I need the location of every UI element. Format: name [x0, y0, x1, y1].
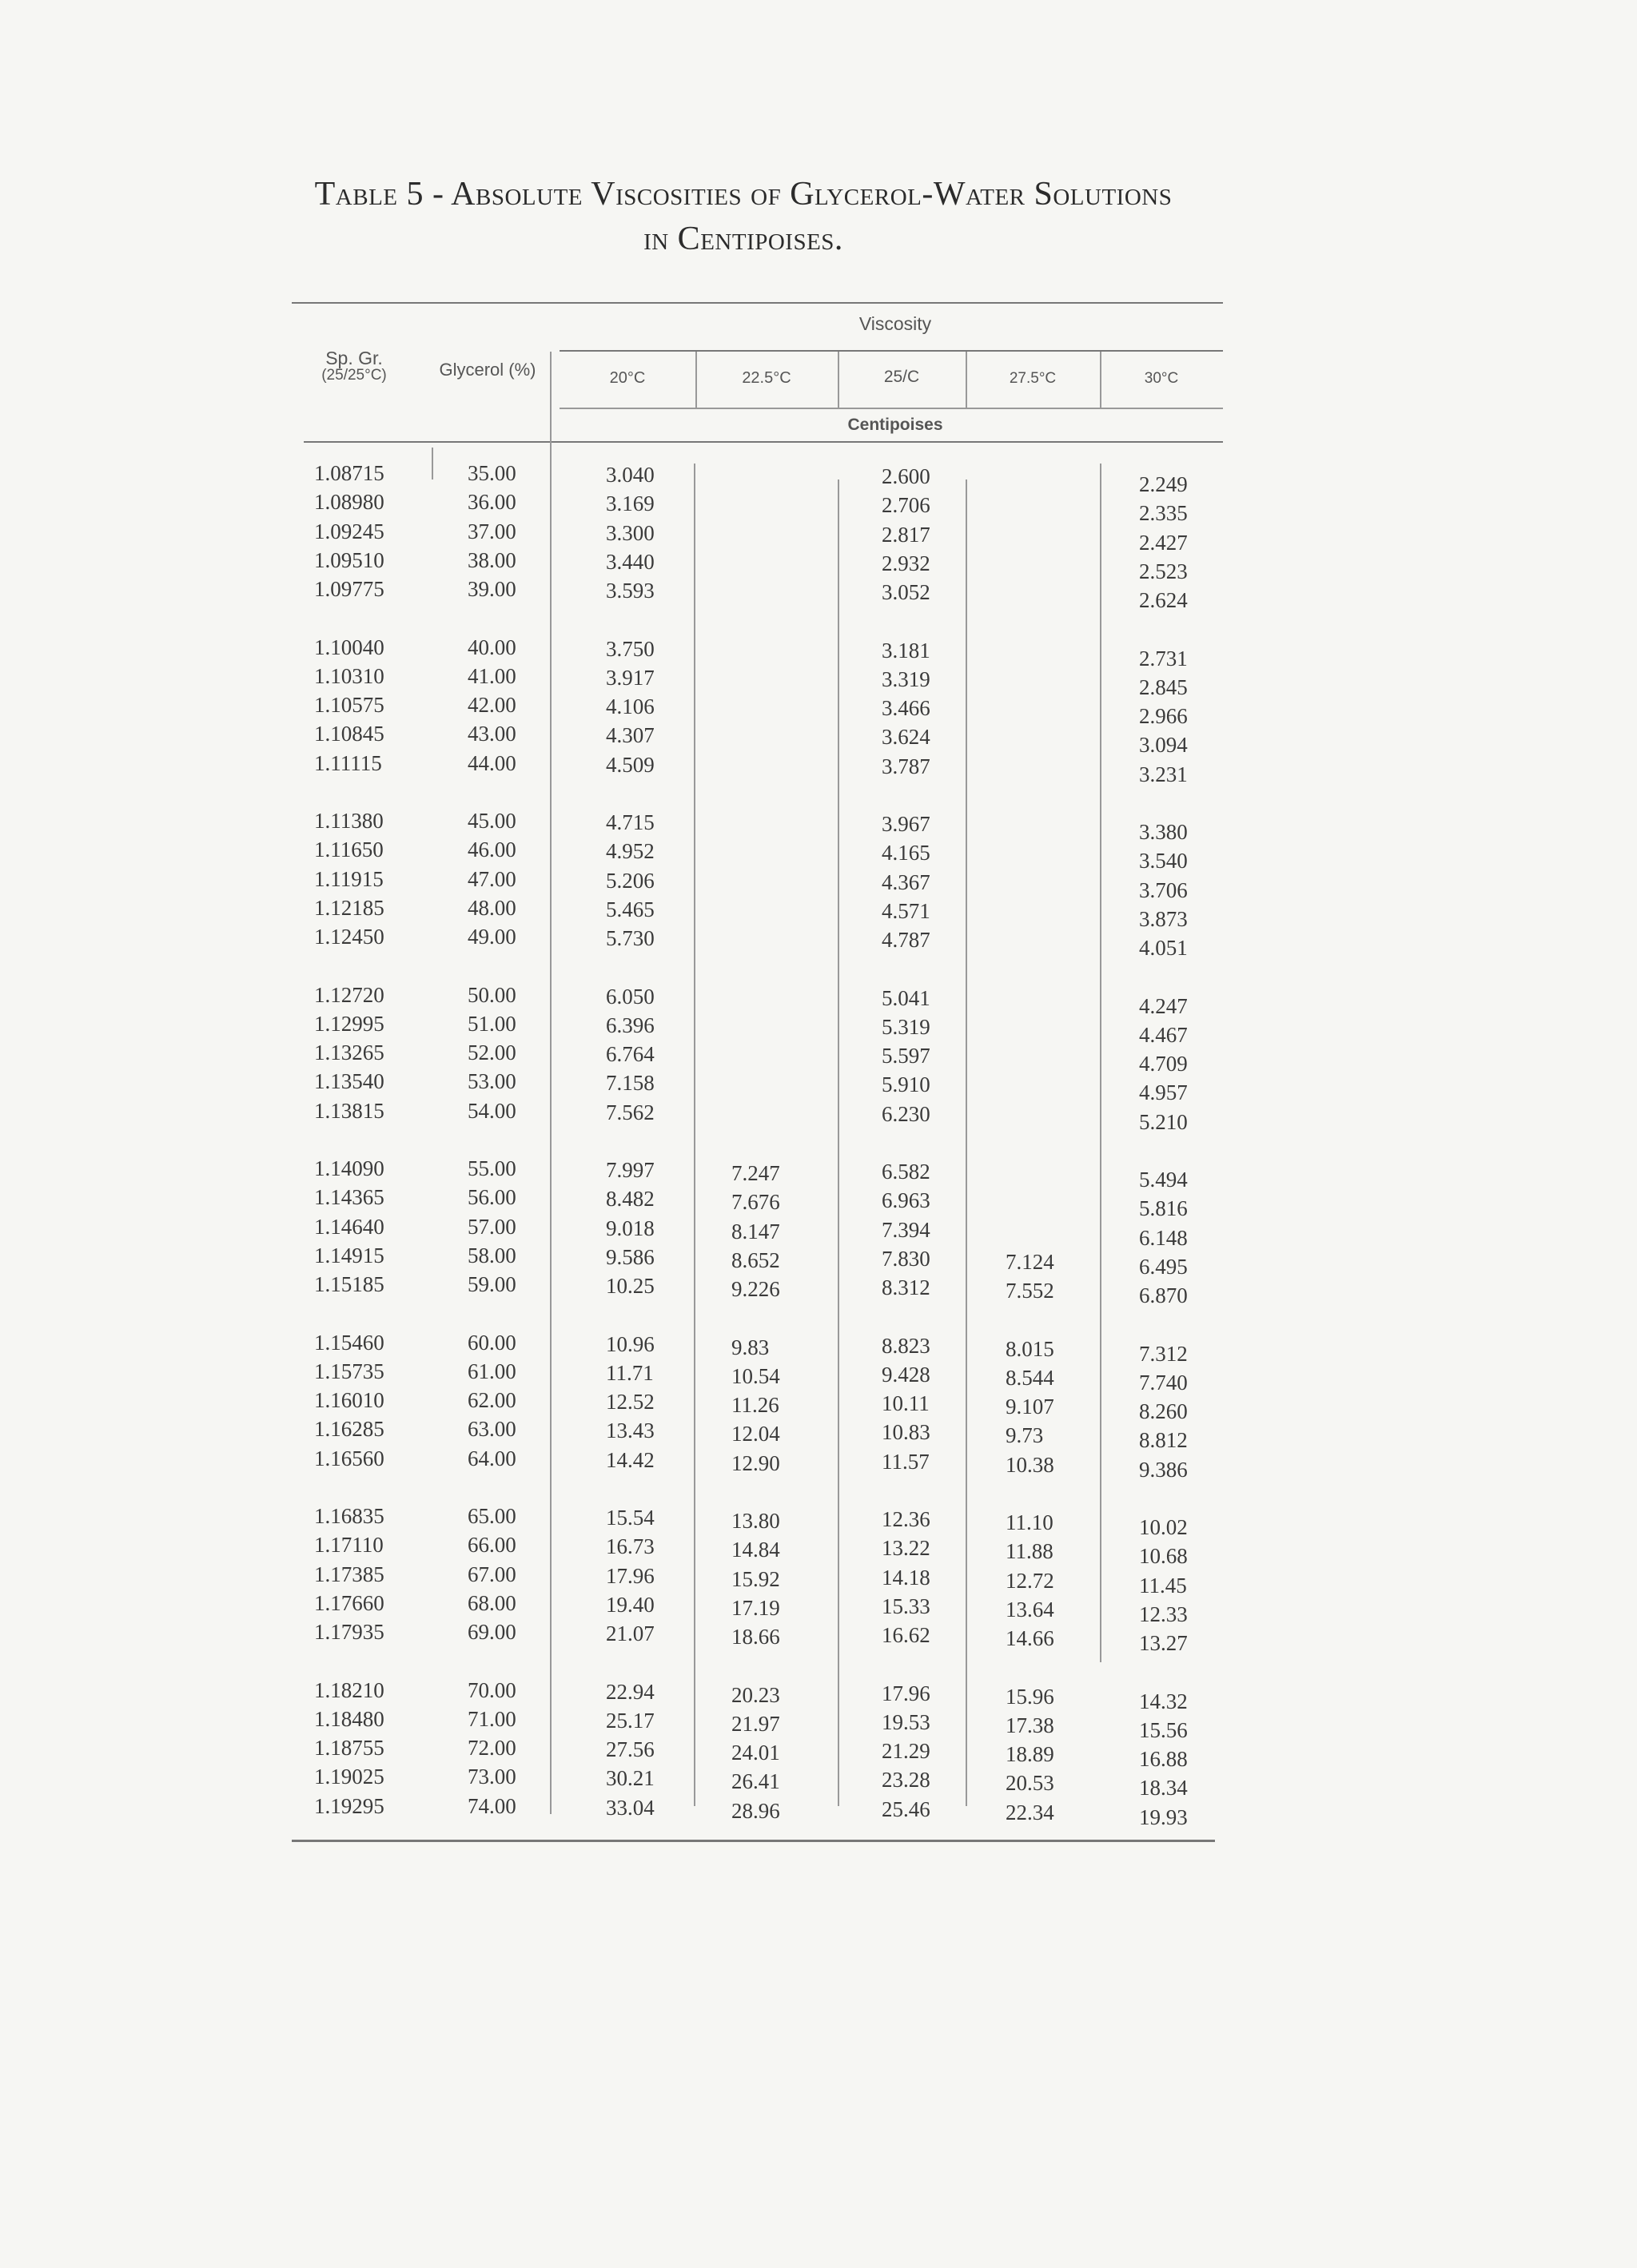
cell-visc-27-5c: 17.38	[1006, 1713, 1054, 1737]
cell-visc-25c: 5.041	[882, 985, 930, 1010]
cell-sp-gr: 1.09775	[314, 577, 384, 602]
cell-visc-30c: 3.231	[1139, 762, 1188, 786]
cell-visc-25c: 6.963	[882, 1188, 930, 1213]
cell-sp-gr: 1.09245	[314, 519, 384, 543]
cell-visc-20c: 5.730	[606, 926, 655, 951]
cell-glycerol: 39.00	[468, 577, 516, 602]
cell-visc-30c: 4.709	[1139, 1052, 1188, 1076]
cell-glycerol: 72.00	[468, 1736, 516, 1761]
header-sp-gr	[294, 348, 414, 384]
cell-visc-22-5c: 20.23	[731, 1682, 780, 1707]
cell-sp-gr: 1.11915	[314, 866, 384, 891]
cell-visc-20c: 15.54	[606, 1506, 655, 1530]
cell-visc-20c: 16.73	[606, 1534, 655, 1559]
cell-visc-30c: 3.540	[1139, 849, 1188, 873]
cell-visc-20c: 21.07	[606, 1621, 655, 1646]
cell-visc-30c: 4.467	[1139, 1022, 1188, 1047]
bottom-rule	[292, 1840, 1215, 1842]
col-sep-sp-gr	[432, 448, 433, 479]
cell-glycerol: 58.00	[468, 1243, 516, 1267]
cell-visc-22-5c: 15.92	[731, 1566, 780, 1591]
cell-sp-gr: 1.17110	[314, 1533, 384, 1558]
top-rule	[292, 302, 1223, 304]
cell-sp-gr: 1.17660	[314, 1590, 384, 1615]
cell-visc-25c: 11.57	[882, 1449, 930, 1474]
cell-visc-20c: 5.465	[606, 897, 655, 921]
cell-visc-20c: 3.750	[606, 636, 655, 661]
header-sp-gr-sub: (25/25°C)	[321, 367, 387, 384]
cell-visc-20c: 3.593	[606, 579, 655, 603]
cell-visc-20c: 6.050	[606, 984, 655, 1009]
cell-visc-25c: 7.830	[882, 1246, 930, 1271]
cell-visc-30c: 8.260	[1139, 1399, 1188, 1424]
cell-visc-30c: 3.094	[1139, 733, 1188, 758]
cell-visc-20c: 19.40	[606, 1592, 655, 1617]
cell-glycerol: 40.00	[468, 635, 516, 659]
cell-sp-gr: 1.16560	[314, 1446, 384, 1470]
cell-visc-25c: 5.910	[882, 1072, 930, 1097]
cell-visc-25c: 2.932	[882, 551, 930, 575]
cell-sp-gr: 1.13815	[314, 1098, 384, 1123]
cell-visc-25c: 12.36	[882, 1507, 930, 1531]
cell-visc-27-5c: 7.552	[1006, 1279, 1054, 1303]
cell-visc-25c: 23.28	[882, 1768, 930, 1793]
table-title	[120, 172, 1367, 261]
cell-visc-20c: 4.715	[606, 810, 655, 834]
cell-visc-30c: 3.706	[1139, 877, 1188, 902]
cell-glycerol: 68.00	[468, 1590, 516, 1615]
cell-glycerol: 54.00	[468, 1098, 516, 1123]
cell-sp-gr: 1.18210	[314, 1677, 384, 1702]
cell-visc-30c: 3.873	[1139, 906, 1188, 931]
cell-glycerol: 51.00	[468, 1011, 516, 1036]
header-centipoises: Centipoises	[847, 416, 943, 434]
cell-visc-20c: 6.396	[606, 1013, 655, 1037]
cell-visc-25c: 4.367	[882, 869, 930, 894]
cell-sp-gr: 1.15185	[314, 1272, 384, 1297]
cell-visc-20c: 27.56	[606, 1737, 655, 1762]
cell-visc-25c: 19.53	[882, 1709, 930, 1734]
cell-glycerol: 36.00	[468, 490, 516, 515]
cell-visc-25c: 3.319	[882, 666, 930, 691]
cell-glycerol: 46.00	[468, 838, 516, 862]
cell-glycerol: 43.00	[468, 722, 516, 746]
cell-sp-gr: 1.19025	[314, 1765, 384, 1789]
cell-glycerol: 66.00	[468, 1533, 516, 1558]
cell-visc-22-5c: 18.66	[731, 1625, 780, 1649]
cell-visc-25c: 6.582	[882, 1160, 930, 1184]
cell-visc-30c: 8.812	[1139, 1428, 1188, 1453]
col-sep-25-body	[966, 479, 967, 1806]
cell-glycerol: 63.00	[468, 1417, 516, 1442]
title-line-2: in Centipoises.	[643, 221, 843, 257]
header-bottom-rule	[304, 441, 1223, 443]
cell-visc-30c: 19.93	[1139, 1804, 1188, 1829]
cell-visc-25c: 16.62	[882, 1623, 930, 1648]
cell-glycerol: 73.00	[468, 1765, 516, 1789]
cell-visc-30c: 15.56	[1139, 1717, 1188, 1742]
header-temp-27-5: 27.5°C	[1009, 370, 1057, 387]
cell-visc-20c: 7.997	[606, 1158, 655, 1182]
cell-sp-gr: 1.16010	[314, 1388, 384, 1413]
cell-visc-30c: 4.051	[1139, 936, 1188, 961]
cell-sp-gr: 1.10845	[314, 722, 384, 746]
cell-visc-20c: 3.440	[606, 549, 655, 574]
cell-visc-20c: 17.96	[606, 1563, 655, 1588]
header-glycerol: Glycerol (%)	[439, 360, 536, 380]
cell-visc-22-5c: 9.83	[731, 1335, 770, 1359]
cell-sp-gr: 1.08980	[314, 490, 384, 515]
cell-visc-22-5c: 21.97	[731, 1711, 780, 1736]
cell-glycerol: 55.00	[468, 1156, 516, 1180]
cell-glycerol: 74.00	[468, 1793, 516, 1818]
col-sep-20-body	[694, 464, 695, 1806]
cell-visc-30c: 5.210	[1139, 1109, 1188, 1134]
cell-visc-20c: 8.482	[606, 1187, 655, 1212]
cell-visc-27-5c: 9.73	[1006, 1423, 1044, 1448]
cell-visc-20c: 5.206	[606, 868, 655, 893]
cell-visc-30c: 2.249	[1139, 472, 1188, 496]
cell-visc-22-5c: 17.19	[731, 1595, 780, 1620]
cell-visc-30c: 2.624	[1139, 588, 1188, 613]
cell-visc-25c: 10.11	[882, 1391, 930, 1416]
cell-visc-22-5c: 10.54	[731, 1363, 780, 1388]
cell-visc-20c: 4.509	[606, 752, 655, 777]
header-viscosity: Viscosity	[858, 313, 932, 334]
cell-visc-20c: 10.96	[606, 1331, 655, 1356]
cell-visc-25c: 6.230	[882, 1101, 930, 1126]
cell-visc-25c: 2.706	[882, 493, 930, 518]
cell-visc-25c: 10.83	[882, 1420, 930, 1445]
cell-visc-22-5c: 12.90	[731, 1450, 780, 1475]
cell-visc-25c: 8.312	[882, 1275, 930, 1300]
cell-visc-30c: 4.957	[1139, 1080, 1188, 1105]
header-temp-20: 20°C	[609, 369, 646, 387]
cell-visc-20c: 4.307	[606, 723, 655, 748]
cell-visc-27-5c: 13.64	[1006, 1597, 1054, 1621]
cell-sp-gr: 1.14915	[314, 1243, 384, 1267]
cell-visc-22-5c: 24.01	[731, 1741, 780, 1765]
cell-sp-gr: 1.10040	[314, 635, 384, 659]
cell-sp-gr: 1.16285	[314, 1417, 384, 1442]
cell-visc-30c: 2.731	[1139, 646, 1188, 670]
cell-sp-gr: 1.17935	[314, 1620, 384, 1645]
cell-visc-30c: 10.02	[1139, 1515, 1188, 1539]
cell-visc-30c: 13.27	[1139, 1631, 1188, 1656]
cell-visc-30c: 5.494	[1139, 1168, 1188, 1192]
cell-visc-25c: 3.787	[882, 754, 930, 778]
cell-glycerol: 41.00	[468, 663, 516, 688]
cell-glycerol: 35.00	[468, 461, 516, 485]
cell-visc-20c: 9.586	[606, 1244, 655, 1269]
cell-glycerol: 57.00	[468, 1214, 516, 1239]
cell-visc-27-5c: 12.72	[1006, 1568, 1054, 1593]
cell-visc-25c: 17.96	[882, 1681, 930, 1705]
cell-visc-30c: 2.845	[1139, 674, 1188, 699]
cell-sp-gr: 1.15460	[314, 1330, 384, 1355]
cell-visc-30c: 6.148	[1139, 1225, 1188, 1250]
cell-visc-25c: 7.394	[882, 1217, 930, 1242]
cell-visc-20c: 14.42	[606, 1447, 655, 1472]
cell-visc-25c: 2.817	[882, 522, 930, 547]
cell-visc-27-5c: 22.34	[1006, 1800, 1054, 1824]
cell-visc-30c: 16.88	[1139, 1747, 1188, 1772]
cell-visc-25c: 25.46	[882, 1796, 930, 1821]
cell-sp-gr: 1.11380	[314, 809, 384, 833]
cell-sp-gr: 1.14365	[314, 1185, 384, 1210]
cell-sp-gr: 1.18755	[314, 1736, 384, 1761]
cell-visc-25c: 8.823	[882, 1333, 930, 1358]
cell-visc-25c: 4.571	[882, 898, 930, 923]
cell-glycerol: 53.00	[468, 1069, 516, 1094]
cell-sp-gr: 1.13265	[314, 1040, 384, 1065]
cell-glycerol: 56.00	[468, 1185, 516, 1210]
cell-visc-20c: 9.018	[606, 1216, 655, 1240]
header-temp-30: 30°C	[1144, 370, 1179, 387]
cell-visc-30c: 2.427	[1139, 530, 1188, 555]
cell-visc-22-5c: 8.652	[731, 1247, 780, 1272]
cell-visc-22-5c: 8.147	[731, 1219, 780, 1243]
cell-sp-gr: 1.13540	[314, 1069, 384, 1094]
cell-sp-gr: 1.09510	[314, 547, 384, 572]
cell-visc-25c: 3.624	[882, 725, 930, 750]
cell-sp-gr: 1.17385	[314, 1562, 384, 1586]
cell-glycerol: 52.00	[468, 1040, 516, 1065]
cell-glycerol: 47.00	[468, 866, 516, 891]
cell-glycerol: 60.00	[468, 1330, 516, 1355]
cell-visc-30c: 2.335	[1139, 501, 1188, 526]
header-temp-22-5: 22.5°C	[742, 369, 791, 387]
cell-sp-gr: 1.15735	[314, 1359, 384, 1383]
cell-visc-30c: 9.386	[1139, 1457, 1188, 1482]
col-sep-27-body	[1100, 464, 1101, 1662]
cell-visc-20c: 13.43	[606, 1418, 655, 1443]
cell-glycerol: 64.00	[468, 1446, 516, 1470]
cell-visc-25c: 5.597	[882, 1044, 930, 1068]
cell-visc-20c: 22.94	[606, 1679, 655, 1704]
viscosity-rule	[560, 350, 1223, 352]
cell-glycerol: 61.00	[468, 1359, 516, 1383]
cell-sp-gr: 1.10575	[314, 693, 384, 718]
cell-visc-20c: 4.106	[606, 694, 655, 719]
cell-visc-25c: 3.967	[882, 812, 930, 836]
cell-visc-20c: 33.04	[606, 1795, 655, 1820]
cell-glycerol: 65.00	[468, 1504, 516, 1528]
cell-visc-30c: 7.740	[1139, 1370, 1188, 1395]
cell-visc-22-5c: 9.226	[731, 1277, 780, 1302]
cell-visc-20c: 3.040	[606, 463, 655, 487]
cell-visc-30c: 11.45	[1139, 1573, 1187, 1598]
cell-visc-25c: 14.18	[882, 1565, 930, 1590]
cell-visc-30c: 2.966	[1139, 704, 1188, 729]
cell-sp-gr: 1.11650	[314, 838, 384, 862]
cell-sp-gr: 1.12995	[314, 1011, 384, 1036]
cell-visc-22-5c: 12.04	[731, 1422, 780, 1446]
cell-visc-30c: 6.495	[1139, 1254, 1188, 1279]
cell-visc-25c: 2.600	[882, 464, 930, 488]
cell-visc-20c: 3.917	[606, 665, 655, 690]
cell-visc-25c: 9.428	[882, 1362, 930, 1387]
cell-sp-gr: 1.12185	[314, 895, 384, 920]
cell-visc-30c: 10.68	[1139, 1544, 1188, 1569]
cell-visc-22-5c: 7.247	[731, 1161, 780, 1185]
cell-visc-25c: 15.33	[882, 1594, 930, 1618]
cell-visc-30c: 6.870	[1139, 1283, 1188, 1308]
cell-visc-27-5c: 11.88	[1006, 1539, 1053, 1564]
cell-glycerol: 42.00	[468, 693, 516, 718]
cell-visc-22-5c: 13.80	[731, 1509, 780, 1533]
header-temp-25: 25/C	[883, 368, 920, 386]
cell-visc-20c: 7.562	[606, 1100, 655, 1124]
cell-visc-27-5c: 7.124	[1006, 1249, 1054, 1274]
cell-visc-20c: 10.25	[606, 1274, 655, 1299]
cell-visc-25c: 4.165	[882, 841, 930, 865]
col-sep-glycerol	[550, 352, 552, 1814]
cell-glycerol: 49.00	[468, 925, 516, 949]
cell-visc-30c: 12.33	[1139, 1602, 1188, 1626]
cell-visc-20c: 3.169	[606, 491, 655, 516]
cell-visc-22-5c: 14.84	[731, 1538, 780, 1562]
cell-visc-25c: 3.466	[882, 696, 930, 721]
cell-sp-gr: 1.08715	[314, 461, 384, 485]
cell-visc-27-5c: 8.544	[1006, 1365, 1054, 1390]
cell-visc-20c: 4.952	[606, 839, 655, 864]
cell-visc-20c: 30.21	[606, 1766, 655, 1791]
cell-visc-25c: 21.29	[882, 1739, 930, 1764]
cell-visc-27-5c: 18.89	[1006, 1742, 1054, 1767]
cell-visc-30c: 18.34	[1139, 1776, 1188, 1800]
cell-sp-gr: 1.12450	[314, 925, 384, 949]
cell-visc-22-5c: 7.676	[731, 1190, 780, 1215]
cell-visc-27-5c: 10.38	[1006, 1452, 1054, 1477]
cell-glycerol: 50.00	[468, 982, 516, 1007]
cell-visc-30c: 7.312	[1139, 1341, 1188, 1366]
header-sp-gr-label: Sp. Gr.	[325, 348, 383, 368]
cell-visc-27-5c: 20.53	[1006, 1771, 1054, 1796]
cell-visc-25c: 13.22	[882, 1536, 930, 1561]
cell-visc-30c: 3.380	[1139, 820, 1188, 844]
cell-visc-20c: 25.17	[606, 1708, 655, 1733]
cell-visc-22-5c: 28.96	[731, 1798, 780, 1823]
cell-visc-25c: 5.319	[882, 1014, 930, 1039]
cell-visc-30c: 4.247	[1139, 993, 1188, 1018]
cell-visc-20c: 12.52	[606, 1390, 655, 1415]
cell-sp-gr: 1.16835	[314, 1504, 384, 1528]
cell-visc-30c: 2.523	[1139, 559, 1188, 583]
cell-glycerol: 69.00	[468, 1620, 516, 1645]
cell-glycerol: 38.00	[468, 547, 516, 572]
cell-glycerol: 71.00	[468, 1706, 516, 1731]
cell-visc-20c: 11.71	[606, 1360, 654, 1385]
cell-glycerol: 62.00	[468, 1388, 516, 1413]
cell-visc-22-5c: 26.41	[731, 1769, 780, 1794]
cell-sp-gr: 1.11115	[314, 750, 382, 775]
cell-sp-gr: 1.14090	[314, 1156, 384, 1180]
cell-visc-20c: 6.764	[606, 1042, 655, 1067]
cell-visc-27-5c: 14.66	[1006, 1626, 1054, 1651]
cell-glycerol: 67.00	[468, 1562, 516, 1586]
cell-glycerol: 59.00	[468, 1272, 516, 1297]
cell-visc-27-5c: 9.107	[1006, 1395, 1054, 1419]
cell-glycerol: 44.00	[468, 750, 516, 775]
col-sep-22-body	[838, 479, 839, 1806]
cell-glycerol: 37.00	[468, 519, 516, 543]
cell-sp-gr: 1.12720	[314, 982, 384, 1007]
cell-sp-gr: 1.14640	[314, 1214, 384, 1239]
cell-visc-30c: 14.32	[1139, 1689, 1188, 1713]
cell-visc-27-5c: 8.015	[1006, 1336, 1054, 1361]
cell-visc-25c: 3.052	[882, 580, 930, 605]
cell-visc-25c: 4.787	[882, 928, 930, 953]
cell-visc-27-5c: 15.96	[1006, 1684, 1054, 1709]
cell-visc-27-5c: 11.10	[1006, 1510, 1053, 1534]
cell-visc-22-5c: 11.26	[731, 1393, 779, 1418]
cell-glycerol: 45.00	[468, 809, 516, 833]
cell-visc-25c: 3.181	[882, 638, 930, 662]
cell-sp-gr: 1.19295	[314, 1793, 384, 1818]
cell-sp-gr: 1.10310	[314, 663, 384, 688]
title-line-1: Table 5 - Absolute Viscosities of Glycerol-Water Solutions	[314, 176, 1173, 213]
cell-visc-30c: 5.816	[1139, 1196, 1188, 1221]
cell-sp-gr: 1.18480	[314, 1706, 384, 1731]
cell-visc-20c: 3.300	[606, 520, 655, 545]
cell-visc-20c: 7.158	[606, 1071, 655, 1096]
temps-rule	[560, 408, 1223, 409]
cell-glycerol: 70.00	[468, 1677, 516, 1702]
cell-glycerol: 48.00	[468, 895, 516, 920]
